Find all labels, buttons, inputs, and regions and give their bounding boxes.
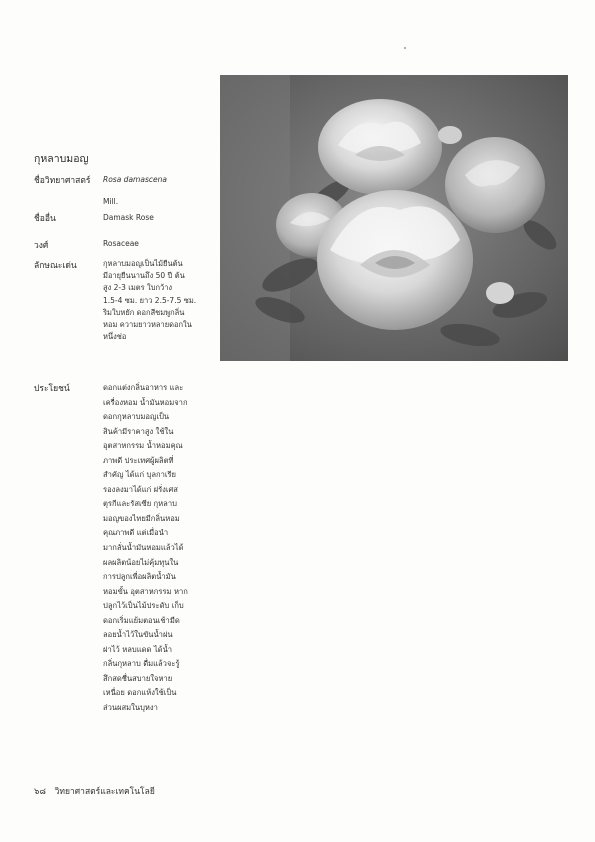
uses-line: ลอยน้ำไว้ในขันน้ำฝน [103,630,173,640]
family-label: วงศ์ [34,241,49,251]
rose-photo-graphic [220,75,568,361]
uses-line: เหนื่อย ดอกแห้งใช้เป็น [103,688,177,698]
uses-line: ฝาไว้ หลบแดด ได้น้ำ [103,644,173,654]
uses-line: ตุรกีและรัสเซีย กุหลาบ [103,499,177,509]
uses-line: สึกสดชื่นสบายใจหาย [103,673,173,683]
characteristics-text [103,258,221,343]
uses-line: คุณภาพดี แต่เมื่อนำ [103,528,169,538]
characteristics-line: กุหลาบมอญเป็นไม้ยืนต้น [103,259,183,268]
common-name-value: Damask Rose [103,213,154,222]
uses-line: ดอกกุหลาบมอญเป็น [103,412,170,422]
uses-line: มอญของไทยมีกลิ่นหอม [103,513,180,523]
scientific-name-label: ชื่อวิทยาศาสตร์ [34,176,91,186]
uses-line: เครื่องหอม น้ำมันหอมจาก [103,397,188,407]
damask-rose-photo [220,75,568,361]
characteristics-line: สูง 2-3 เมตร ใบกว้าง [103,283,173,293]
common-name-label: ชื่ออื่น [34,214,56,224]
footer-text: วิทยาศาสตร์และเทคโนโลยี [54,787,155,797]
characteristics-line: หนึ่งช่อ [103,332,127,342]
uses-line: การปลูกเพื่อผลิตน้ำมัน [103,572,176,582]
page-number: ๖๘ [34,787,46,797]
characteristics-label: ลักษณะเด่น [34,261,77,271]
characteristics-line: ริมใบหยัก ดอกสีชมพูกลิ่น [103,307,185,317]
uses-line: ส่วนผสมในบุหงา [103,703,158,713]
page-title: กุหลาบมอญ [34,153,89,165]
scientific-name-value [103,174,167,208]
family-value: Rosaceae [103,239,139,248]
uses-text [103,381,221,716]
uses-line: ดอกเริ่มแย้มตอนเช้ามืด [103,615,180,625]
uses-line: ปลูกไว้เป็นไม้ประดับ เก็บ [103,601,184,611]
scientific-name: Rosa damascena [103,175,167,184]
uses-line: มากลั่นน้ำมันหอมแล้วได้ [103,543,184,553]
page-speck [404,47,406,49]
uses-line: ภาพดี ประเทศผู้ผลิตที่ [103,455,174,465]
characteristics-line: 1.5-4 ซม. ยาว 2.5-7.5 ซม. [103,295,197,305]
uses-line: สำคัญ ได้แก่ บุลกาเรีย [103,470,176,480]
uses-line: สินค้ามีราคาสูง ใช้ใน [103,426,174,436]
uses-line: กลิ่นกุหลาบ ดื่มแล้วจะรู้ [103,659,180,669]
scientific-name-author: Mill. [103,197,119,207]
uses-line: ดอกแต่งกลิ่นอาหาร และ [103,383,184,392]
uses-line: อุตสาหกรรม น้ำหอมคุณ [103,441,183,451]
uses-line: ผลผลิตน้อยไม่คุ้มทุนใน [103,557,179,567]
uses-line: หอมขั้น อุตสาหกรรม หาก [103,586,188,596]
characteristics-line: มีอายุยืนนานถึง 50 ปี ต้น [103,271,185,281]
page-footer [34,784,155,798]
uses-line: รองลงมาได้แก่ ฝรั่งเศส [103,484,178,494]
uses-label: ประโยชน์ [34,384,70,394]
characteristics-line: หอม ความยาวหลายดอกใน [103,320,192,330]
